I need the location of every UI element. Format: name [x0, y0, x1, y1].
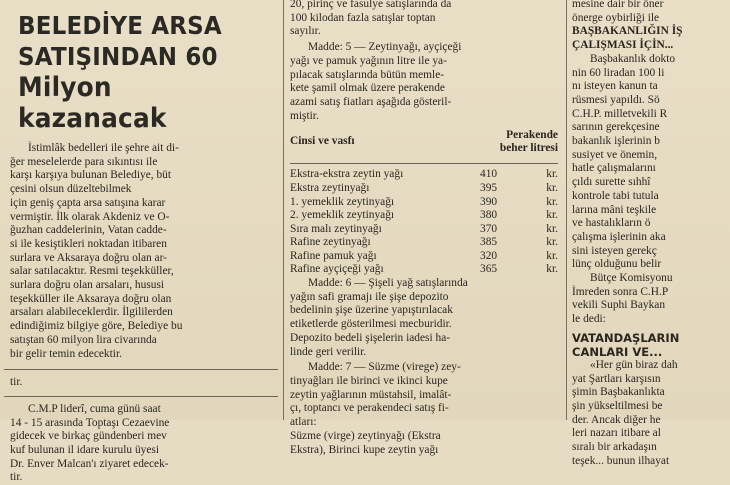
text-line: çı, toptancı ve perakendeci satış fi- [290, 402, 449, 415]
text-line: çesini olsun düzeltebilmek [10, 183, 132, 196]
row-price: 395 [480, 181, 498, 194]
text-line: vekili Suphi Baykan [572, 299, 666, 312]
text-line: si ile kesiştikleri noktadan itibaren [10, 237, 167, 250]
row-label: Rafine ayçiçeği yağı [290, 263, 384, 276]
text-line: sayılır. [290, 25, 321, 38]
text-line: etiketlerde gösterilmesi mecburidir. [290, 318, 452, 331]
table-header-left: Cinsi ve vasfı [290, 135, 355, 148]
column-middle [286, 0, 564, 456]
row-unit: kr. [546, 209, 558, 222]
text-line: satıştan 60 milyon lira civarında [10, 333, 157, 346]
text-line: 100 kilodan fazla satışlar toptan [290, 11, 436, 24]
text-line: susiyet ve önemin, [572, 148, 658, 161]
row-label: Ekstra zeytinyağı [290, 181, 370, 194]
price-table-header [290, 129, 558, 155]
text-line: der. Ancak diğer he [572, 413, 661, 426]
text-line: sini isteyen gerekç [572, 244, 657, 257]
text-line: mesine dair bir öner [572, 0, 664, 10]
text-line: surlara ve Aksaraya doğru olan ar- [10, 251, 167, 264]
text-line: nı isteyen kanun ta [572, 80, 658, 93]
text-line: zeytin yağlarının müstahsil, imalât- [290, 388, 452, 401]
text-line: C.H.P. milletvekili R [572, 107, 668, 120]
text-line: tir. [10, 376, 23, 389]
text-line: bir gelir temin edecektir. [10, 347, 122, 360]
text-line: İmreden sonra C.H.P [572, 285, 669, 298]
text-line: le dedi: [572, 313, 606, 326]
table-row [290, 209, 558, 223]
text-line: yat Şartları karşısın [572, 372, 661, 385]
column-right [570, 0, 730, 467]
article-body [0, 142, 282, 361]
text-line: Bütçe Komisyonu [590, 272, 673, 285]
row-price: 380 [480, 209, 498, 222]
text-line: Madde: 7 — Süzme (virege) zey- [308, 361, 461, 374]
text-line: önerge oybirliği ile [572, 11, 660, 24]
text-line: larına mâni teşkile [572, 203, 657, 216]
text-line: nin 60 liradan 100 li [572, 66, 665, 79]
table-row [290, 250, 558, 264]
row-price: 385 [480, 236, 498, 249]
divider [4, 396, 278, 397]
text-line: sarının gerekçesine [572, 121, 660, 134]
text-line: tinyağları ile birinci ve ikinci kupe [290, 375, 448, 387]
column-rule [566, 0, 567, 420]
text-line: Süzme (virge) zeytinyağı (Ekstra [290, 429, 441, 442]
text-line: vermiştir. İlk olarak Akdeniz ve O- [10, 210, 170, 223]
row-unit: kr. [546, 249, 558, 262]
text-line: teşek... bunun ilhayat [572, 454, 670, 467]
row-label: Ekstra-ekstra zeytin yağı [290, 168, 404, 181]
text-line: lünç olduğunu belir [572, 258, 662, 271]
text-line: teşekküller ile Aksaraya doğru olan [10, 292, 172, 305]
column-left [0, 0, 282, 484]
text-line: azami satış fiatları aşağıda gösteril- [290, 95, 452, 108]
row-price: 370 [480, 222, 498, 235]
row-label: Sıra malı zeytinyağı [290, 222, 382, 235]
text-line: Başbakanlık dokto [590, 52, 676, 65]
row-unit: kr. [546, 195, 558, 208]
subheading-line: VATANDAŞLARIN [572, 330, 680, 345]
row-unit: kr. [546, 181, 558, 194]
table-row [290, 182, 558, 196]
row-label: Rafine zeytinyağı [290, 236, 371, 249]
text-line: surlara doğru olan arsaları, hususi [10, 279, 165, 292]
text-line: edindiğimiz bilgiye göre, Belediye bu [10, 320, 183, 333]
price-table [290, 163, 558, 277]
text-line: salar satılacaktır. Resmi teşekküller, [10, 265, 174, 278]
text-line: çıldı surette sıhhî [572, 176, 651, 189]
text-line: 14 - 15 arasında Toptaşı Cezaevine [10, 416, 170, 429]
column-rule [283, 0, 284, 420]
table-row [290, 223, 558, 237]
text-line: Dr. Enver Malcan'ı ziyaret edecek- [10, 457, 169, 470]
text-line: linde geri verilir. [290, 345, 367, 358]
text-line: sıralı bir arkadaşın [572, 441, 657, 454]
text-line: pılacak satışlarında bütün memle- [290, 68, 445, 81]
text-line: rüsmesi yapıldı. Sö [572, 93, 660, 106]
text-line: BAŞBAKANLIĞIN İŞ [572, 25, 683, 38]
text-line: yağın safi gramajı ile şişe depozito [290, 290, 449, 303]
subheading-line: CANLARI VE... [572, 344, 663, 359]
text-line: bedelinin şişe üzerine yapıştırılacak [290, 304, 453, 317]
table-row [290, 168, 558, 182]
text-line: leri nazarı itibare al [572, 427, 661, 440]
text-line: Depozito bedeli şişelerin iadesi ha- [290, 331, 451, 344]
table-row [290, 263, 558, 277]
text-line: ğuzhan caddelerinin, Vatan cadde- [10, 224, 167, 237]
text-line: arsaları alabileceklerdir. İlgililerden [10, 306, 173, 319]
text-line: ve hastalıkların ö [572, 217, 651, 230]
row-label: 1. yemeklik zeytinyağı [290, 195, 395, 208]
text-line: gidecek ve birkaç gündenberi mev [10, 430, 167, 443]
text-line: kete şamil olmak üzere perakende [290, 82, 445, 95]
text-line: çalışma işlerinin aka [572, 230, 666, 243]
text-line: Madde: 6 — Şişeli yağ satışlarında [308, 277, 468, 290]
row-price: 365 [480, 263, 498, 276]
row-unit: kr. [546, 236, 558, 249]
subheading [572, 331, 730, 359]
article-body [0, 403, 282, 485]
text-line: ğer meselelerde para sıkıntısı ile [10, 155, 158, 168]
row-label: 2. yemeklik zeytinyağı [290, 209, 395, 222]
text-line: kontrole tabi tutula [572, 189, 659, 202]
article-body [570, 0, 730, 469]
text-line: şin yükseltilmesi be [572, 399, 663, 412]
text-line: bakanlık işlerinin b [572, 135, 660, 148]
text-line: karşı karşıya bulunan Belediye, büt [10, 169, 172, 182]
text-line: kuf bulunan il idare kurulu üyesi [10, 444, 159, 457]
text-line: atları: [290, 416, 317, 429]
headline-line: BELEDİYE ARSA [18, 11, 222, 40]
headline [18, 10, 261, 134]
headline-line: SATIŞINDAN 60 [18, 42, 218, 71]
text-line: ÇALIŞMASI İÇİN... [572, 39, 674, 52]
table-row [290, 196, 558, 210]
table-header-line: Perakende [506, 129, 558, 142]
table-header-right [500, 129, 558, 155]
text-line: miştir. [290, 109, 319, 122]
text-line: yağı ve pamuk yağının litre ile ya- [290, 54, 447, 67]
article-body [0, 376, 282, 390]
row-label: Rafine pamuk yağı [290, 249, 377, 262]
row-unit: kr. [546, 168, 558, 181]
text-line: için geniş çapta arsa satışına karar [10, 196, 166, 209]
article-body [286, 0, 564, 457]
row-price: 390 [480, 195, 498, 208]
text-line: tir. [10, 471, 23, 484]
row-unit: kr. [546, 222, 558, 235]
text-line: İstimlâk bedelleri ile şehre ait di- [28, 142, 179, 154]
text-line: Madde: 5 — Zeytinyağı, ayçiçeği [308, 41, 462, 54]
table-header-line: beher litresi [499, 142, 558, 155]
divider [4, 369, 278, 370]
row-price: 320 [480, 249, 498, 262]
text-line: şimin Başbakanlıkta [572, 386, 665, 399]
text-line: Ekstra), Birinci kupe zeytin yağı [290, 443, 439, 456]
text-line: «Her gün biraz dah [590, 358, 678, 371]
text-line: C.M.P liderî, cuma günü saat [28, 402, 161, 415]
headline-line: Milyon kazanacak [18, 72, 167, 134]
row-price: 410 [480, 168, 498, 181]
row-unit: kr. [546, 263, 558, 276]
text-line: 20, pirinç ve fasulye satışlarında da [290, 0, 452, 10]
table-row [290, 236, 558, 250]
text-line: hatle çalışmalarını [572, 162, 656, 175]
